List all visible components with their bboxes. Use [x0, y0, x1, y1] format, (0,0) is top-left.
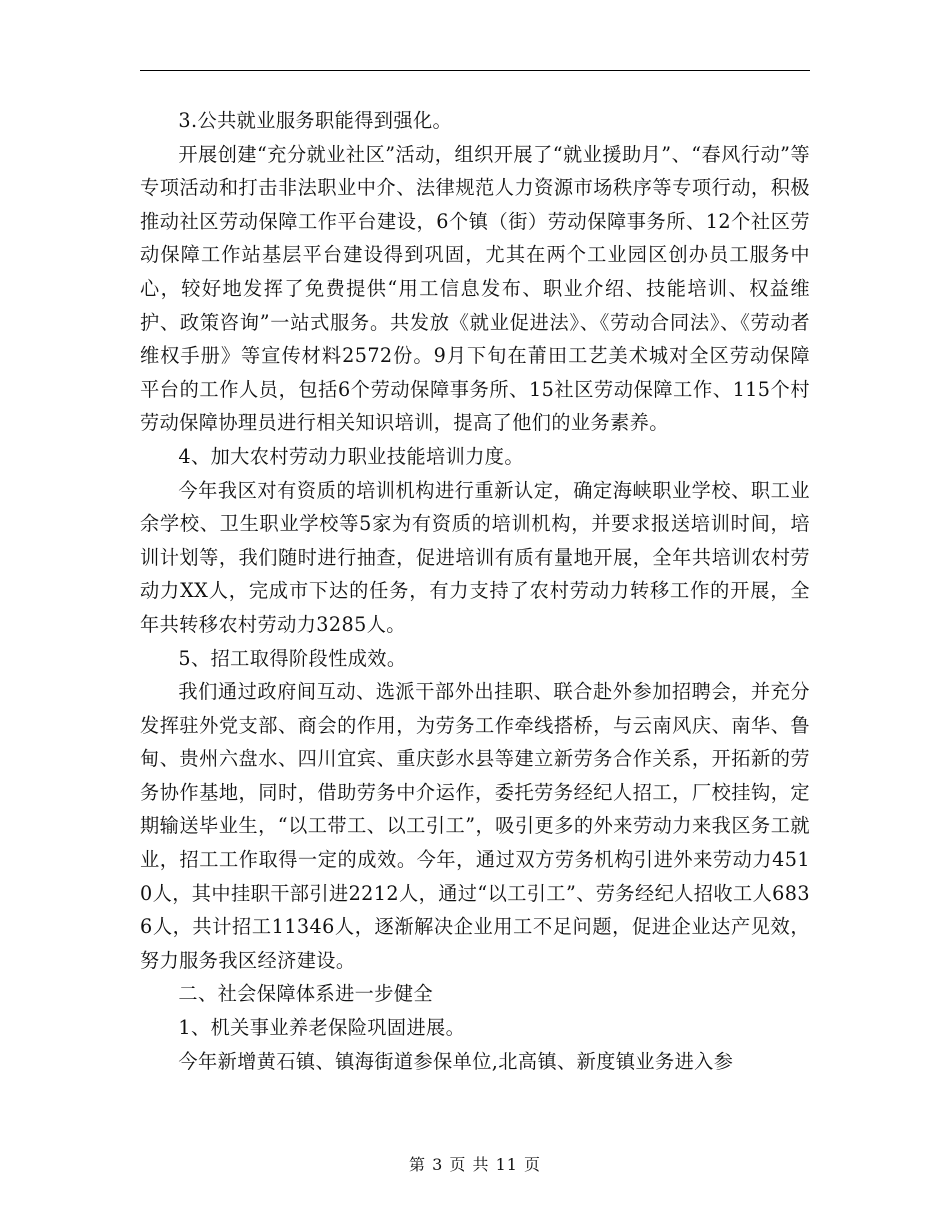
footer-total-pages: 11 [495, 1155, 518, 1174]
page-number-footer [0, 1153, 950, 1177]
heading-pension-insurance: 1、机关事业养老保险巩固进展。 [178, 1016, 466, 1040]
paragraph-pension-insurance: 今年新增黄石镇、镇海街道参保单位,北高镇、新度镇业务进入参 [178, 1049, 734, 1073]
heading-public-employment-service: 3.公共就业服务职能得到强化。 [178, 109, 453, 132]
header-rule [140, 70, 810, 71]
paragraph-recruitment-results: 我们通过政府间互动、选派干部外出挂职、联合赴外参加招聘会，并充分发挥驻外党支部、商会的作用，为劳务工作牵线搭桥，与云南风庆、南华、鲁甸、贵州六盘水、四川宜宾、重庆彭水县等建立新劳务合作关系，开拓新的劳务协作基地，同时，借助劳务中介运作，委托劳务经纪人招工，厂校挂钩，定期输送毕业生，“以工带工、以工引工”，吸引更多的外来劳动力来我区务工就业，招工工作取得一定的成效。今年，通过双方劳务机构引进外来劳动力4510人，其中挂职干部引进2212人，通过“以工引工”、劳务经纪人招收工人6836人，共计招工11346人，逐渐解决企业用工不足问题，促进企业达产见效，努力服务我区经济建设。 [140, 680, 810, 972]
footer-label-gong: 共 [472, 1155, 490, 1174]
heading-rural-skills-training: 4、加大农村劳动力职业技能培训力度。 [178, 444, 524, 468]
paragraph-rural-skills-training: 今年我区对有资质的培训机构进行重新认定，确定海峡职业学校、职工业余学校、卫生职业学校等5家为有资质的培训机构，并要求报送培训时间，培训计划等，我们随时进行抽查，促进培训有质有量地开展，全年共培训农村劳动力XX人，完成市下达的任务，有力支持了农村劳动力转移工作的开展，全年共转移农村劳动力3285人。 [140, 478, 810, 636]
footer-label-ye: 页 [449, 1155, 467, 1174]
footer-label-ye-end: 页 [524, 1155, 542, 1174]
heading-recruitment-results: 5、招工取得阶段性成效。 [178, 646, 407, 670]
footer-current-page: 3 [432, 1155, 444, 1174]
document-body [140, 104, 810, 1078]
paragraph-public-employment-service: 开展创建“充分就业社区”活动，组织开展了“就业援助月”、“春风行动”等专项活动和打击非法职业中介、法律规范人力资源市场秩序等专项行动，积极推动社区劳动保障工作平台建设，6个镇（街）劳动保障事务所、12个社区劳动保障工作站基层平台建设得到巩固，尤其在两个工业园区创办员工服务中心，较好地发挥了免费提供“用工信息发布、职业介绍、技能培训、权益维护、政策咨询”一站式服务。共发放《就业促进法》、《劳动合同法》、《劳动者维权手册》等宣传材料2572份。9月下旬在莆田工艺美术城对全区劳动保障平台的工作人员，包括6个劳动保障事务所、15社区劳动保障工作、115个村劳动保障协理员进行相关知识培训，提高了他们的业务素养。 [140, 142, 810, 435]
footer-label-di: 第 [408, 1155, 426, 1174]
heading-social-security-system: 二、社会保障体系进一步健全 [178, 982, 434, 1006]
